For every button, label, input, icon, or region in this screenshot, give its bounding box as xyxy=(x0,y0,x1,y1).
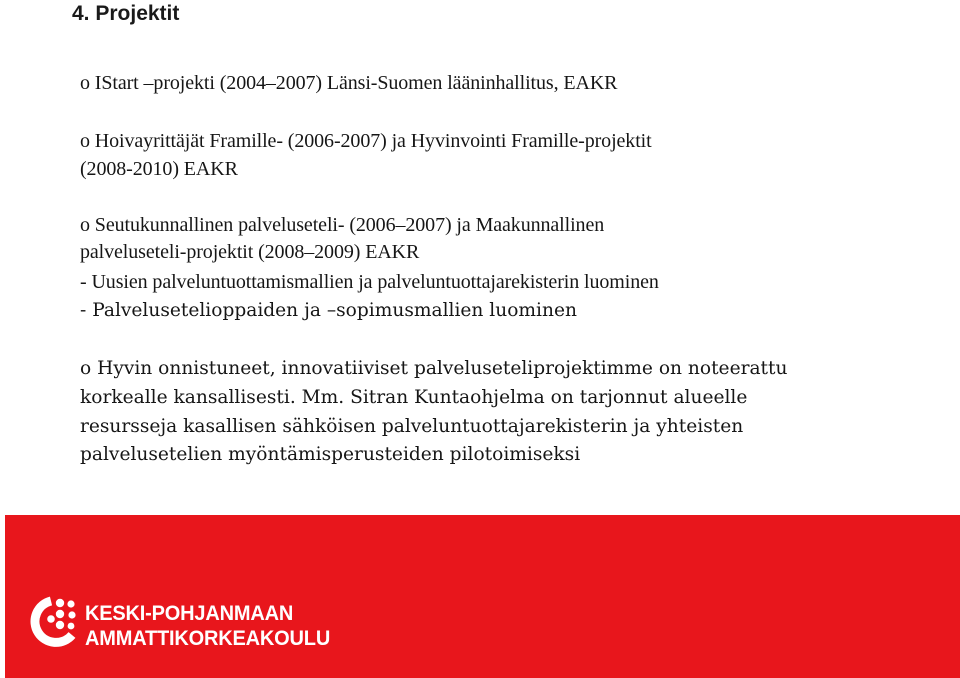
bullet-seutukunnallinen-cont: palveluseteli-projektit (2008–2009) EAKR xyxy=(80,241,420,263)
kpamk-logo-icon xyxy=(27,595,81,649)
bullet-hoivayrittajat-cont: (2008-2010) EAKR xyxy=(80,158,238,180)
logo-name-line2: AMMATTIKORKEAKOULU xyxy=(85,626,331,650)
bullet-hyvin-onnistuneet-cont1: korkealle kansallisesti. Mm. Sitran Kuntaohjelma on tarjonnut alueelle xyxy=(80,387,748,408)
footer-banner xyxy=(5,515,960,678)
bullet-hyvin-onnistuneet-cont3: palvelusetelien myöntämisperusteiden pilotoimiseksi xyxy=(80,444,581,465)
logo-name-line1: KESKI-POHJANMAAN xyxy=(85,601,294,625)
bullet-hyvin-onnistuneet-cont2: resursseja kasallisen sähköisen palveluntuottajarekisterin ja yhteisten xyxy=(80,416,744,437)
page-title: 4. Projektit xyxy=(72,2,180,25)
bullet-hyvin-onnistuneet: o Hyvin onnistuneet, innovatiiviset palveluseteliprojektimme on noteerattu xyxy=(80,358,788,379)
bullet-hoivayrittajat: o Hoivayrittäjät Framille- (2006-2007) ja Hyvinvointi Framille-projektit xyxy=(80,130,652,152)
bullet-istart: o IStart –projekti (2004–2007) Länsi-Suomen lääninhallitus, EAKR xyxy=(80,72,618,94)
bullet-seutukunnallinen: o Seutukunnallinen palveluseteli- (2006–2007) ja Maakunnallinen xyxy=(80,214,605,236)
subitem-palvelusetelioppaiden: - Palvelusetelioppaiden ja –sopimusmallien luominen xyxy=(80,300,577,321)
subitem-uusien: - Uusien palveluntuottamismallien ja palveluntuottajarekisterin luominen xyxy=(80,271,659,293)
